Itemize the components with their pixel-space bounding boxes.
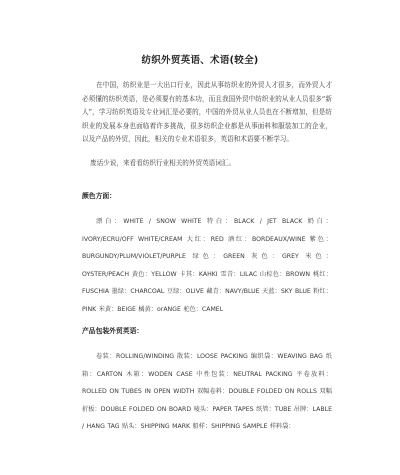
document-title: 纺织外贸英语、术语(较全) [141,55,259,66]
packing-section-heading: 产品包装外贸英语： [82,327,144,335]
lead-paragraph: 废话少说，来看看纺织行业相关的外贸英语词汇。 [90,159,236,167]
intro-paragraph: 在中国，纺织业是一大出口行业，因此从事纺织业的外贸人才很多，而外贸人才必须懂的纺织英语，是必须要有的基本功，而且我国外贸中纺织业的从业人员很多“新人”，学习纺织英语及专业词汇是必要的，中国的外贸从业人员也在不断增加，但是纺织业的发展本身也面临着许多挑战，很多纺织企业都是从事面料和服装加工的企业，以及产品的外贸，因此，相关的专业术语很多，英语和术语要不断学习。 [82,81,332,144]
packing-terms-paragraph: 卷装：ROLLING/WINDING 散装：LOOSE PACKING 编织袋：WEAVING BAG 纸箱：CARTON 木箱：WODEN CASE 中性包装：NEUTRAL PACKING 平卷放料：ROLLED ON TUBES IN OPEN WIDTH 双幅卷料：DOUBLE FOLDED ON ROLLS 双幅折板：DOUBLE FOLDED ON BOARD 唛头：PAPER TAPES 纸管：TUBE 吊牌：LABLE / HANG TAG 贴头：SHIPPING MARK 船样：SHIPPING SAMPLE 样料袋： [82,353,332,431]
color-terms-paragraph: 漂白：WHITE / SNOW WHITE 特白：BLACK / JET BLACK 奶白：IVORY/ECRU/OFF WHITE/CREAM 大红：RED 酒红：BORDEAUX/WINE 紫色：BURGUNDY/PLUM/VIOLET/PURPLE 绿色：GREEN 灰色：GREY 米色：OYSTER/PEACH 黄色：YELLOW 卡其：KAHKI 雪青：LILAC 山棕色：BROWN 桃红：FUSCHIA 墨绿：CHARCOAL 豆绿：OLIVE 藏青：NAVY/BLUE 天蓝：SKY BLUE 粉红：PINK 米黄：BEIGE 橘黄：orANGE 驼色：CAMEL [82,218,332,313]
color-section-heading: 颜色方面： [82,192,116,200]
